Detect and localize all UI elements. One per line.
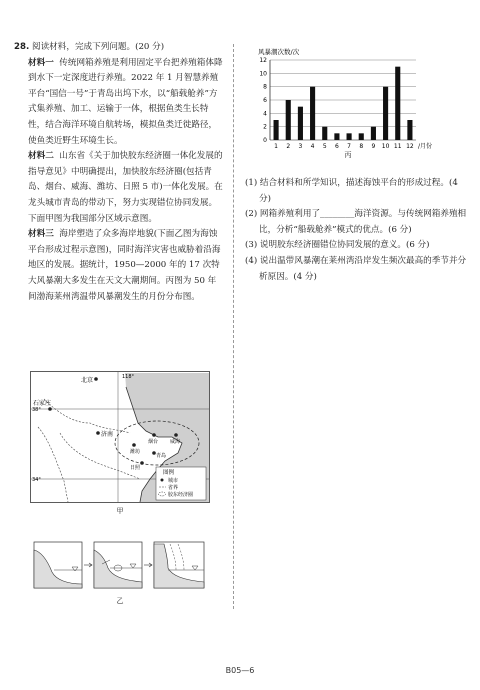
- map-lat-38: 38°: [32, 407, 41, 413]
- chart-xtick-label: 10: [381, 143, 390, 150]
- legend-border: 省界: [168, 485, 179, 491]
- chart-xtick-label: 7: [347, 143, 351, 150]
- question-intro: 阅读材料，完成下列问题。(20 分): [31, 42, 165, 52]
- yi-stage-2: [94, 542, 142, 588]
- chart-bar-7: [347, 133, 352, 140]
- chart-bing-caption: 丙: [344, 151, 352, 159]
- question-number: 28.: [14, 42, 30, 52]
- chart-bar-10: [383, 87, 388, 140]
- material-3: [14, 227, 224, 305]
- city-jinan: 济南: [101, 431, 114, 438]
- chart-xtick-label: 1: [274, 143, 278, 150]
- city-rizhao: 日照: [130, 465, 141, 471]
- chart-bar-11: [395, 67, 400, 140]
- city-shijiazhuang: 石家庄: [33, 400, 52, 407]
- legend-city: 城市: [168, 478, 179, 484]
- chart-ytick-label: 4: [263, 110, 267, 118]
- chart-bar-9: [371, 127, 376, 140]
- material-3-text: 海岸塑造了众多海岸地貌(下面乙图为海蚀平台形成过程示意图)，同时海洋灾害也威胁着沿海地区的发展。据统计，1950—2000 年的 17 次特大风暴潮大多发生在天文大潮期间。丙图为 50 年间渤海莱州湾温带风暴潮发生的月份分布图。: [28, 229, 221, 302]
- chart-ytick-label: 6: [263, 97, 267, 104]
- chart-xtick-label: 5: [322, 143, 327, 150]
- material-3-label: 材料三: [28, 229, 54, 240]
- chart-bar-8: [359, 133, 364, 140]
- chart-xtick-label: 3: [298, 143, 303, 150]
- chart-xtick-label: 8: [359, 143, 364, 150]
- subquestions: [245, 176, 467, 285]
- material-2-text: 山东省《关于加快胶东经济圈一体化发展的指导意见》中明确提出，加快胶东经济圈(包括青岛、烟台、威海、潍坊、日照 5 市)一体化发展。在龙头城市青岛的带动下，努力实现错位协同发展。下面甲图为我国部分区域示意图。: [28, 151, 223, 224]
- column-divider: [233, 44, 234, 609]
- chart-bar-12: [407, 120, 412, 140]
- chart-ytick-label: 2: [263, 123, 267, 131]
- question-header: [14, 40, 224, 56]
- chart-ylabel: 风暴潮次数/次: [258, 48, 300, 56]
- subquestion-3: (3) 说明胶东经济圈错位协同发展的意义。(6 分): [245, 240, 430, 251]
- yi-stage-3: [154, 542, 204, 588]
- city-yantai: 烟台: [148, 439, 159, 445]
- diagram-yi: [32, 540, 212, 592]
- city-qingdao: 青岛: [156, 453, 167, 459]
- diagram-yi-caption: 乙: [116, 597, 124, 605]
- chart-ytick-label: 8: [263, 83, 267, 91]
- left-column: [14, 40, 224, 305]
- chart-xtick-label: 2: [286, 143, 291, 150]
- chart-xlabel: /月份: [418, 143, 433, 150]
- chart-bar-4: [310, 87, 315, 140]
- subquestion-4: (4) 说出温带风暴潮在莱州湾沿岸发生频次最高的季节并分析原因。(4 分): [245, 255, 467, 282]
- subquestion-1: (1) 结合材料和所学知识，描述海蚀平台的形成过程。(4 分): [245, 178, 458, 204]
- chart-bar-5: [322, 127, 327, 140]
- chart-bing: [248, 44, 448, 164]
- city-weihai: 威海: [170, 439, 181, 445]
- chart-xtick-label: 9: [371, 143, 376, 150]
- chart-ytick-label: 0: [263, 137, 267, 144]
- page-footer: B05—6: [225, 666, 255, 675]
- chart-bar-3: [298, 107, 303, 140]
- chart-xtick-label: 4: [310, 143, 315, 150]
- chart-xtick-label: 6: [335, 143, 339, 150]
- chart-bar-6: [334, 133, 339, 140]
- map-jia: [30, 371, 210, 503]
- chart-ytick-label: 12: [259, 57, 267, 64]
- city-beijing: 北京: [81, 377, 94, 384]
- map-lat-34: 34°: [32, 477, 41, 483]
- material-2: [14, 149, 224, 227]
- chart-ytick-label: 10: [259, 70, 267, 78]
- legend-title: 图例: [163, 470, 175, 476]
- map-top-label: 118°: [122, 374, 135, 380]
- chart-bar-1: [274, 120, 279, 140]
- city-weifang: 潍坊: [130, 449, 141, 455]
- material-1-text: 传统网箱养殖是利用固定平台把养殖箱体降到水下一定深度进行养殖。2022 年 1 月智慧养殖平台“国信一号”于青岛出坞下水，以“船载舱养”方式集养殖、加工、运输于一体，根据鱼类生长特性，结合海洋环境自航转场，模拟鱼类迁徙路径，使鱼类近野生环境生长。: [28, 57, 223, 146]
- subquestion-2: (2) 网箱养殖利用了________海洋资源。与传统网箱养殖相比，分析“船载舱养”模式的优点。(6 分): [245, 209, 467, 235]
- legend-circle: 胶东经济圈: [168, 492, 194, 498]
- material-2-label: 材料二: [28, 151, 54, 162]
- chart-xtick-label: 12: [406, 143, 414, 150]
- map-jia-caption: 甲: [116, 507, 124, 515]
- chart-bar-2: [286, 100, 291, 140]
- yi-stage-1: [34, 542, 82, 588]
- material-1-label: 材料一: [28, 57, 54, 68]
- material-1: [14, 56, 224, 150]
- chart-xtick-label: 11: [393, 143, 402, 150]
